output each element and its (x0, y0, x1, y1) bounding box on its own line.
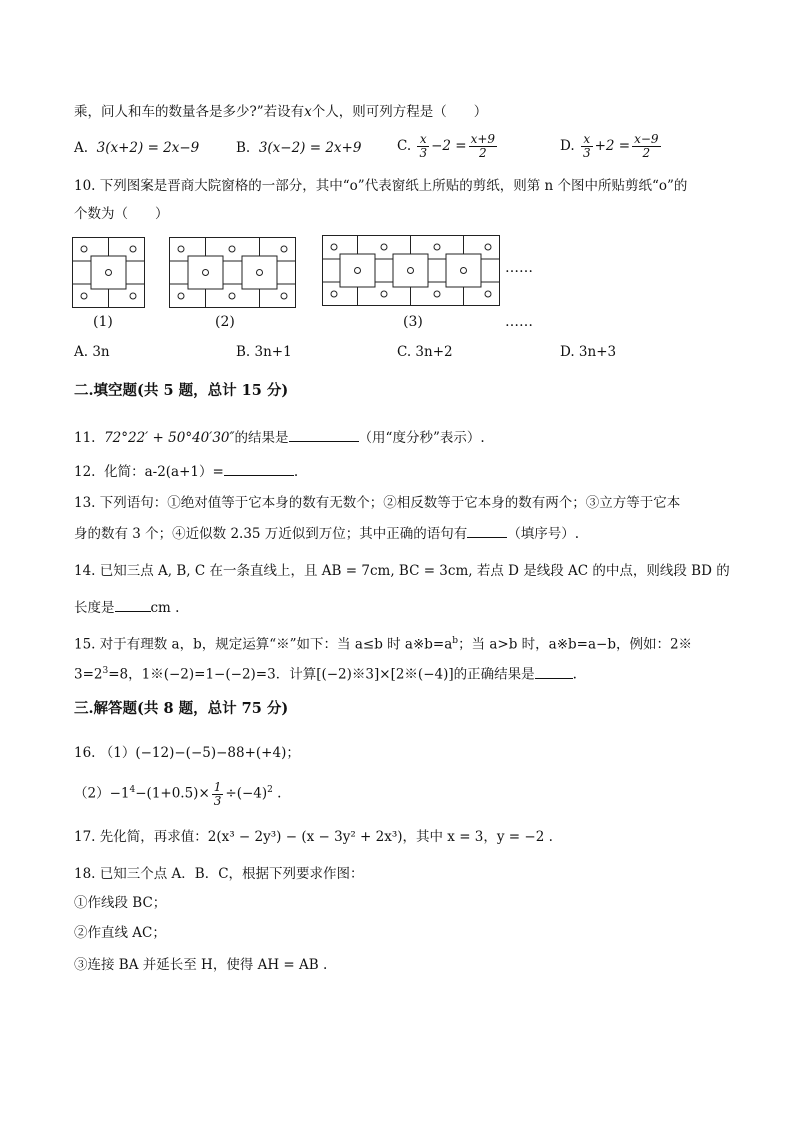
q9-option-d: D. $\frac{x}{3}$ +2 = $\frac{x-9}{2}$ (560, 132, 659, 160)
figure-ellipsis-top: …… (505, 260, 533, 276)
q14-line2: 长度是 cm . (74, 597, 179, 618)
q12: 12. 化简：a-2(a+1）= . (74, 461, 298, 482)
window-pattern-figure-3 (322, 235, 500, 306)
q10-option-d: D. 3n+3 (560, 344, 617, 360)
figure-caption-1: (1) (93, 314, 113, 330)
figure-caption-2: (2) (215, 314, 235, 330)
q9-c-frac-right: $\frac{x+9}{2}$ (470, 132, 496, 160)
q18-item-3: ③连接 BA 并延长至 H，使得 AH = AB . (74, 957, 328, 973)
q18-item-1: ①作线段 BC； (74, 895, 167, 911)
section-2-title: 二.填空题(共 5 题，总计 15 分) (74, 382, 289, 399)
q12-answer-blank[interactable] (224, 461, 294, 476)
q14-line1: 14. 已知三点 A, B, C 在一条直线上，且 AB = 7cm, BC = 3cm, 若点 D 是线段 AC 的中点，则线段 BD 的 (74, 563, 730, 579)
q15-answer-blank[interactable] (535, 664, 573, 679)
q16-part1: 16. （1）(−12)−(−5)−88+(+4)； (74, 745, 300, 761)
q13-line1: 13. 下列语句：①绝对值等于它本身的数有无数个；②相反数等于它本身的数有两个；③立方等于它本 (74, 495, 681, 511)
q10-option-b: B. 3n+1 (236, 344, 292, 360)
figure-ellipsis-bottom: …… (505, 314, 533, 330)
q14-answer-blank[interactable] (115, 597, 151, 612)
q13-answer-blank[interactable] (467, 523, 507, 538)
q10-option-c: C. 3n+2 (397, 344, 453, 360)
q9-c-frac-left: $\frac{x}{3}$ (419, 132, 428, 160)
q18-stem: 18. 已知三个点 A．B．C，根据下列要求作图： (74, 866, 364, 882)
q16-fraction: $\frac{1}{3}$ (213, 779, 222, 808)
q9-d-frac-right: $\frac{x-9}{2}$ (634, 132, 659, 160)
q13-line2: 身的数有 3 个；④近似数 2.35 万近似到万位；其中正确的语句有 （填序号）. (74, 523, 579, 544)
q15-line1: 15. 对于有理数 a，b，规定运算“※”如下：当 a≤b 时 $a※b=a^b$；当 a>b 时，a※b=a−b，例如：2※ (74, 636, 693, 653)
q17: 17. 先化简，再求值：2(x³ − 2y³) − (x − 3y² + 2x³)，其中 x = 3，y = −2 . (74, 829, 553, 845)
window-pattern-figure-1 (72, 237, 145, 308)
figure-caption-3: (3) (403, 314, 423, 330)
q9-d-frac-left: $\frac{x}{3}$ (582, 132, 591, 160)
q10-option-a: A. 3n (74, 344, 110, 360)
q9-option-a: A. 3(x+2) = 2x−9 (74, 140, 200, 156)
q10-line2: 个数为（ ） (74, 206, 169, 222)
q9-stem: 乘，问人和车的数量各是多少?”若设有x个人，则可列方程是（ ） (74, 104, 488, 120)
q15-line2: $3=2^3=8$，1※(−2)=1−(−2)=3．计算[(−2)※3]×[2※(−4)]的正确结果是 . (74, 661, 577, 685)
q11: 11. 72°22′ + 50°40′30″的结果是 （用“度分秒”表示）. (74, 427, 485, 448)
q9-stem-var: x (304, 104, 312, 120)
q16-part2: $(2)-1^4-(1+0.5)\times$ $\frac{1}{3}$ $\div(-4)^2$ . (74, 779, 282, 808)
window-pattern-figure-2 (169, 237, 296, 308)
q18-item-2: ②作直线 AC； (74, 925, 166, 941)
q9-option-b: B. 3(x−2) = 2x+9 (236, 140, 362, 156)
q11-answer-blank[interactable] (289, 427, 359, 442)
q9-option-c: C. $\frac{x}{3}$ −2 = $\frac{x+9}{2}$ (397, 132, 496, 160)
q10-line1: 10. 下列图案是晋商大院窗格的一部分，其中“o”代表窗纸上所贴的剪纸，则第 n 个图中所贴剪纸“o”的 (74, 178, 688, 194)
section-3-title: 三.解答题(共 8 题，总计 75 分) (74, 700, 289, 717)
